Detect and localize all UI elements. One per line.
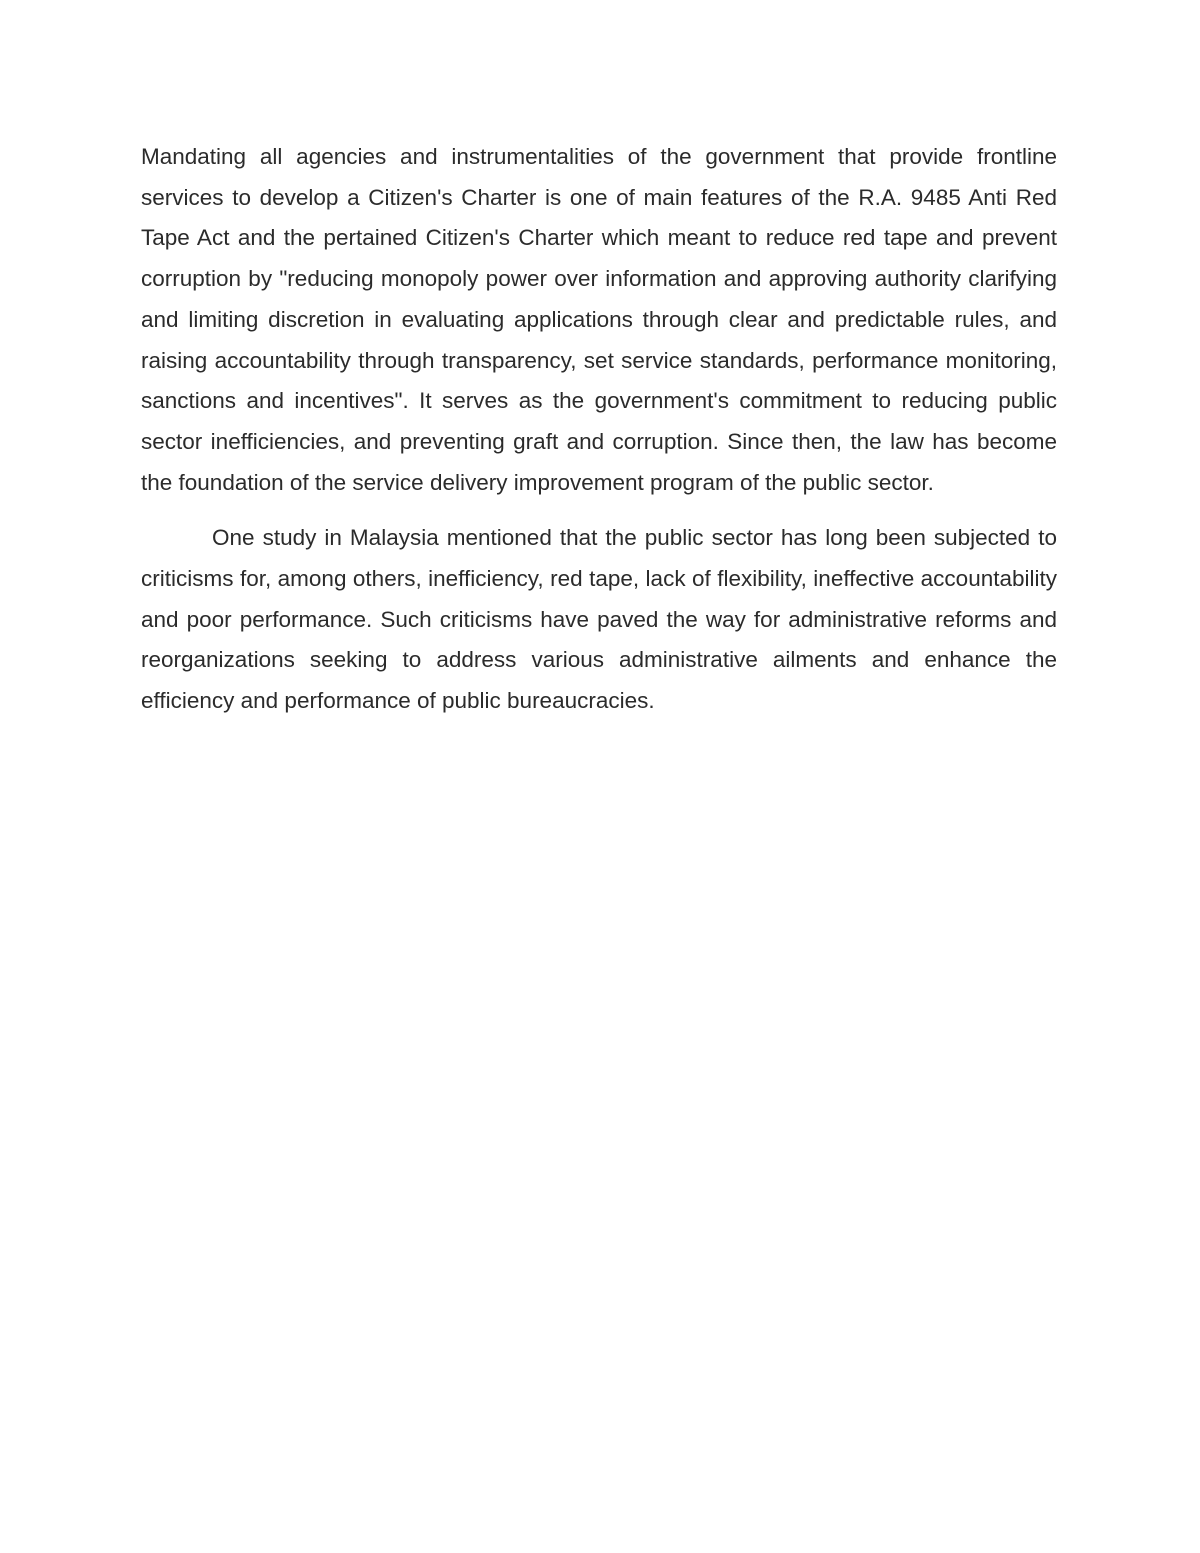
body-text: [141, 137, 1057, 722]
paragraph-2: One study in Malaysia mentioned that the public sector has long been subjected to criticisms for, among others, inefficiency, red tape, lack of flexibility, ineffective accountability and poor performance. Such criticisms have paved the way for administrative reforms and reorganizations seeking to address various administrative ailments and enhance the efficiency and performance of public bureaucracies.: [141, 525, 1057, 714]
paragraph-1: Mandating all agencies and instrumentalities of the government that provide frontline services to develop a Citizen's Charter is one of main features of the R.A. 9485 Anti Red Tape Act and the pertained Citizen's Charter which meant to reduce red tape and prevent corruption by "reducing monopoly power over information and approving authority clarifying and limiting discretion in evaluating applications through clear and predictable rules, and raising accountability through transparency, set service standards, performance monitoring, sanctions and incentives". It serves as the government's commitment to reducing public sector inefficiencies, and preventing graft and corruption. Since then, the law has become the foundation of the service delivery improvement program of the public sector.: [141, 144, 1057, 495]
